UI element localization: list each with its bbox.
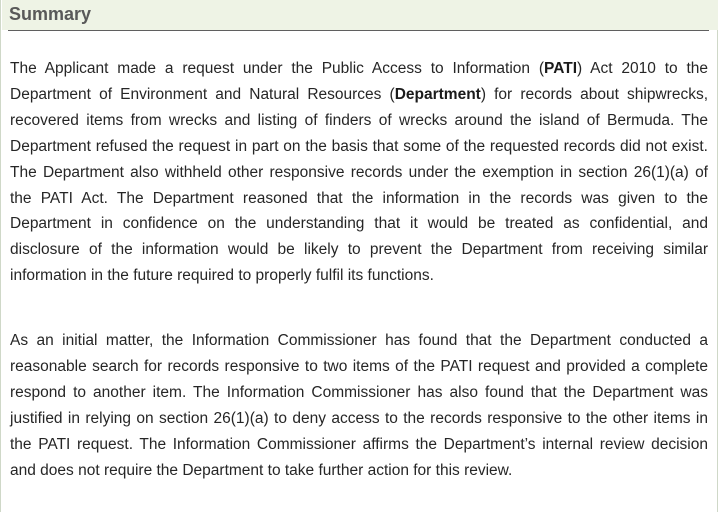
summary-paragraph-2 (10, 328, 708, 483)
bold-term-department: Department (394, 85, 481, 103)
paragraph-text: ) Act 2010 to the Department of Environment and Natural Resources ( (10, 60, 708, 103)
bold-term-pati: PATI (544, 60, 578, 77)
summary-paragraph-1 (10, 56, 708, 289)
paragraph-text: As an initial matter, the Information Commissioner has found that the Department conducted a reasonable search for records responsive to two items of the PATI request and provided a complete respond to another item. The Information Commissioner has also found that the Department was justified in relying on section 26(1)(a) to deny access to the records responsive to the other items in the PATI request. The Information Commissioner affirms the Department’s internal review decision and does not require the Department to take further action for this review. (10, 332, 708, 479)
heading-divider (8, 30, 709, 31)
section-heading: Summary (9, 4, 92, 24)
heading-band (2, 0, 718, 30)
paragraph-text: The Applicant made a request under the Public Access to Information ( (10, 60, 544, 77)
paragraph-text: ) for records about shipwrecks, recovered items from wrecks and listing of finders of wrecks around the island of Bermuda. The Department refused the request in part on the basis that some of the requested records did not exist. The Department also withheld other responsive records under the exemption in section 26(1)(a) of the PATI Act. The Department reasoned that the information in the records was given to the Department in confidence on the understanding that it would be treated as confidential, and disclosure of the information would be likely to prevent the Department from receiving similar information in the future required to properly fulfil its functions. (10, 85, 708, 285)
